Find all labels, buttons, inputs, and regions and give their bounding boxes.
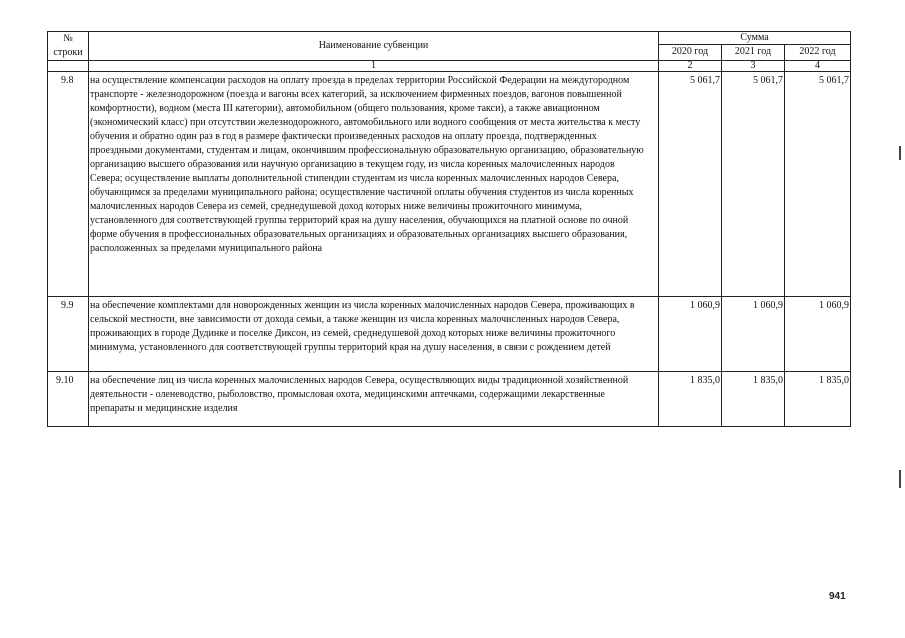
amount-2020: 1 060,9 [659, 297, 722, 372]
column-index-row [48, 61, 851, 72]
header-row [48, 32, 851, 45]
column-index-0 [48, 61, 89, 72]
year-2022-header: 2022 год [785, 45, 851, 61]
subvention-table [47, 31, 851, 427]
row-description: на обеспечение лиц из числа коренных малочисленных народов Севера, осуществляющих виды традиционной хозяйственной деятельности - оленеводство, рыболовство, промысловая охота, медицинскими аптечками, содержащими лекарственные препараты и медицинские изделия [89, 372, 659, 427]
row-number: 9.9 [48, 297, 89, 372]
row-number: 9.8 [48, 72, 89, 297]
row-description: на обеспечение комплектами для новорожденных женщин из числа коренных малочисленных народов Севера, проживающих в сельской местности, вне зависимости от дохода семьи, а также женщин из числа коренных малочисленных народов Севера, проживающих в городе Дудинке и поселке Диксон, из семей, среднедушевой доход которых ниже величины прожиточного минимума, установленного для соответствующей группы территорий края на душу населения, в связи с рождением детей [89, 297, 659, 372]
column-index-1: 1 [89, 61, 659, 72]
scan-edge-mark [899, 146, 901, 160]
amount-2022: 1 835,0 [785, 372, 851, 427]
amount-2021: 1 060,9 [722, 297, 785, 372]
table-row [48, 297, 851, 372]
amount-2022: 5 061,7 [785, 72, 851, 297]
amount-2021: 1 835,0 [722, 372, 785, 427]
table-row [48, 372, 851, 427]
column-index-2: 2 [659, 61, 722, 72]
year-2021-header: 2021 год [722, 45, 785, 61]
column-index-4: 4 [785, 61, 851, 72]
row-description: на осуществление компенсации расходов на оплату проезда в пределах территории Российской Федерации на междугородном транспорте - железнодорожном (поезда и вагоны всех категорий, за исключением фирменных поездов, вагонов повышенной комфортности), водном (места III категории), автомобильном (общего пользования, кроме такси), а также авиационном (экономический класс) при отсутствии железнодорожного, автомобильного или водного сообщения от места жительства к месту обучения и обратно один раз в год в размере фактически произведенных расходов на оплату проезда, подтвержденных проездными документами, студентам и лицам, окончившим профессиональную образовательную организацию, образовательную организацию высшего образования или научную организацию в текущем году, из числа коренных малочисленных народов Севера; осуществление выплаты дополнительной стипендии студентам из числа коренных малочисленных народов Севера, обучающимся за пределами муниципального района; осуществление частичной оплаты обучения студентов из числа коренных малочисленных народов Севера из семей, среднедушевой доход которых ниже величины прожиточного минимума, установленного для соответствующей группы территорий края на душу населения, обучающихся на платной основе по очной форме обучения в профессиональных образовательных организациях и образовательных организациях высшего образования, расположенных за пределами муниципального района [89, 72, 659, 297]
column-index-3: 3 [722, 61, 785, 72]
amount-2022: 1 060,9 [785, 297, 851, 372]
number-sign: № [63, 33, 73, 44]
row-number: 9.10 [48, 372, 89, 427]
subvention-name-header: Наименование субвенции [89, 32, 659, 61]
year-2020-header: 2020 год [659, 45, 722, 61]
page-number: 941 [829, 591, 846, 602]
table-row [48, 72, 851, 297]
row-word: строки [53, 47, 83, 58]
row-number-header [48, 32, 89, 61]
scan-edge-mark [899, 470, 901, 488]
amount-2020: 5 061,7 [659, 72, 722, 297]
amount-2020: 1 835,0 [659, 372, 722, 427]
sum-header: Сумма [659, 32, 851, 45]
amount-2021: 5 061,7 [722, 72, 785, 297]
